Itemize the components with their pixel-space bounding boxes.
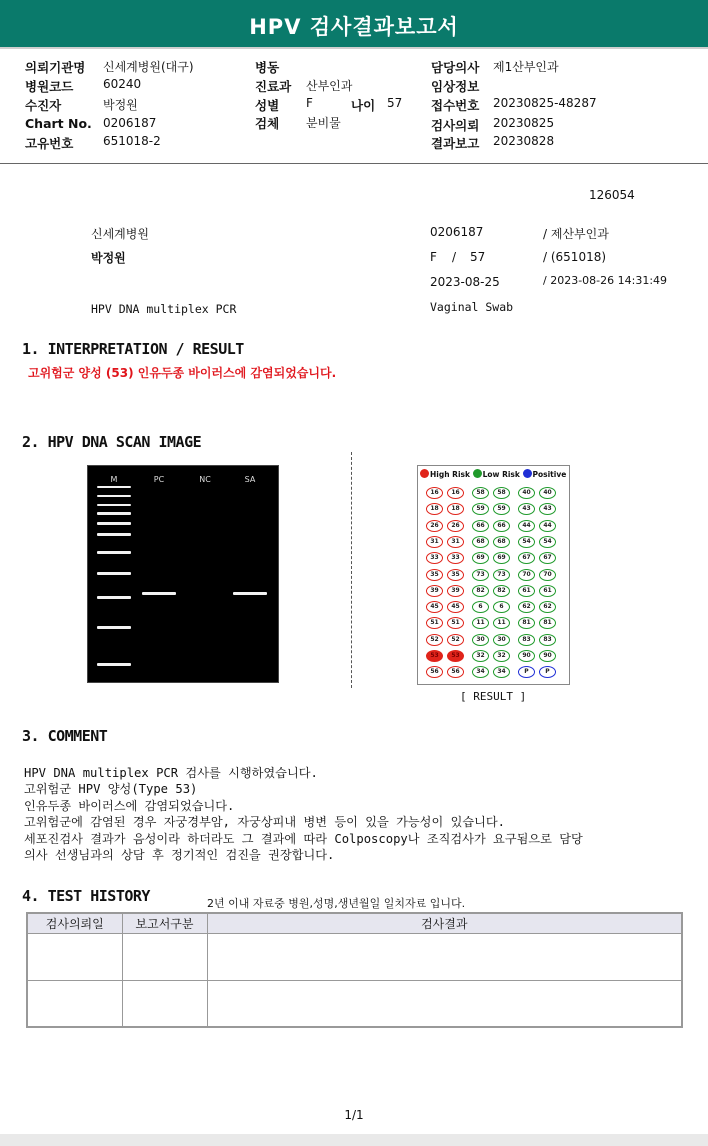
page-number: 1/1: [344, 1108, 364, 1122]
order-hospital-value: 신세계병원(대구): [103, 60, 194, 74]
pc-band: [142, 592, 176, 595]
chip-cell-30: 30: [472, 634, 489, 646]
comment-line: 세포진검사 결과가 음성이라 하더라도 그 결과에 따라 Colposcopy나 조직검사가 요구됨으로 담당: [24, 831, 583, 846]
chip-cell-35: 35: [447, 569, 464, 581]
chip-cell-45: 45: [426, 601, 443, 613]
section-comment-title: 3. COMMENT: [22, 727, 108, 745]
chip-cell-73: 73: [472, 569, 489, 581]
chip-cell-66: 66: [493, 520, 510, 532]
table-cell: [207, 980, 682, 1027]
chip-cell-43: 43: [518, 503, 535, 515]
scan-divider: [351, 452, 352, 688]
chip-cell-81: 81: [539, 617, 556, 629]
chip-legend: [420, 469, 566, 479]
chip-cell-11: 11: [493, 617, 510, 629]
header-request-date: 검사의뢰일: [27, 913, 122, 933]
chip-cell-16: 16: [447, 487, 464, 499]
comment-line: 고위험군에 감염된 경우 자궁경부암, 자궁상피내 병변 등이 있을 가능성이 있습니다.: [24, 815, 505, 830]
chip-cell-90: 90: [539, 650, 556, 662]
ladder-band: [97, 533, 131, 536]
low-risk-dot-icon: [473, 469, 482, 478]
comment-text: [24, 765, 583, 863]
legend-positive: Positive: [532, 470, 567, 479]
interpretation-result: 고위험군 양성 (53) 인유두종 바이러스에 감염되었습니다.: [28, 366, 337, 380]
receipt-value: 20230825-48287: [493, 96, 597, 110]
report-title: HPV 검사결과보고서: [0, 0, 708, 49]
legend-low: Low Risk: [482, 470, 520, 479]
chip-cell-16: 16: [426, 487, 443, 499]
info-collect-date: 2023-08-25: [430, 275, 500, 289]
chip-cell-67: 67: [518, 552, 535, 564]
ladder-band: [97, 626, 131, 629]
chip-cell-40: 40: [539, 487, 556, 499]
history-note: 2년 이내 자료중 병원,성명,생년월일 일치자료 입니다.: [207, 897, 466, 910]
section-scan-image-title: 2. HPV DNA SCAN IMAGE: [22, 433, 202, 451]
request-label: 검사의뢰: [431, 118, 480, 133]
chip-cell-70: 70: [518, 569, 535, 581]
receipt-label: 접수번호: [431, 98, 480, 113]
unique-value: 651018-2: [103, 134, 161, 148]
gel-lane-label: M: [110, 475, 118, 484]
chip-cell-32: 32: [493, 650, 510, 662]
hospital-code-label: 병원코드: [25, 79, 74, 94]
chip-cell-P: P: [539, 666, 556, 678]
chip-cell-18: 18: [426, 503, 443, 515]
comment-line: HPV DNA multiplex PCR 검사를 시행하였습니다.: [24, 766, 318, 780]
gel-electrophoresis-image: [88, 466, 278, 682]
chip-cell-81: 81: [518, 617, 535, 629]
ward-label: 병동: [255, 60, 280, 75]
table-header-row: [27, 913, 682, 933]
sex-label: 성별: [255, 98, 280, 113]
chip-cell-73: 73: [493, 569, 510, 581]
info-specimen: Vaginal Swab: [430, 300, 514, 314]
chip-cell-58: 58: [493, 487, 510, 499]
sa-band: [233, 592, 267, 595]
chip-cell-68: 68: [472, 536, 489, 548]
table-cell: [207, 933, 682, 980]
chip-cell-53: 53: [447, 650, 464, 662]
chip-cell-69: 69: [472, 552, 489, 564]
chart-value: 0206187: [103, 116, 157, 130]
table-cell: [27, 980, 122, 1027]
result-value: 20230828: [493, 134, 555, 148]
positive-dot-icon: [523, 469, 532, 478]
ladder-band: [97, 596, 131, 599]
info-birth: / (651018): [543, 250, 607, 264]
table-row: [27, 980, 682, 1027]
chip-cell-68: 68: [493, 536, 510, 548]
chip-cell-51: 51: [426, 617, 443, 629]
ladder-band: [97, 504, 131, 506]
chip-cell-70: 70: [539, 569, 556, 581]
age-label: 나이: [351, 98, 376, 113]
chip-cell-32: 32: [472, 650, 489, 662]
age-value: 57: [387, 96, 403, 110]
info-report-datetime: / 2023-08-26 14:31:49: [543, 274, 668, 287]
hpv-chip-result-panel: [417, 465, 570, 685]
chip-cell-67: 67: [539, 552, 556, 564]
chip-cell-54: 54: [518, 536, 535, 548]
chip-cell-61: 61: [539, 585, 556, 597]
patient-label: 수진자: [25, 98, 62, 113]
chip-cell-52: 52: [447, 634, 464, 646]
bottom-bar: [0, 1134, 708, 1146]
info-sex: F: [430, 250, 437, 264]
chip-cell-11: 11: [472, 617, 489, 629]
order-hospital-label: 의뢰기관명: [25, 60, 86, 75]
gel-lane-label: NC: [199, 475, 211, 484]
gel-lane-label: PC: [153, 475, 165, 484]
chip-cell-69: 69: [493, 552, 510, 564]
table-cell: [122, 980, 207, 1027]
chip-cell-62: 62: [539, 601, 556, 613]
table-cell: [27, 933, 122, 980]
section-interpretation-title: 1. INTERPRETATION / RESULT: [22, 340, 244, 358]
result-label: 결과보고: [431, 136, 480, 151]
chip-cell-83: 83: [518, 634, 535, 646]
info-sex-sep: /: [452, 250, 457, 264]
chip-cell-44: 44: [518, 520, 535, 532]
sex-value: F: [306, 96, 313, 110]
header-report-type: 보고서구분: [122, 913, 207, 933]
gel-lane-label: SA: [244, 475, 256, 484]
chip-cell-6: 6: [472, 601, 489, 613]
hospital-code-value: 60240: [103, 77, 142, 91]
comment-line: 고위험군 HPV 양성(Type 53): [24, 782, 198, 797]
chip-cell-6: 6: [493, 601, 510, 613]
specimen-value: 분비물: [306, 116, 341, 130]
doctor-label: 담당의사: [431, 60, 480, 75]
info-chart-no: 0206187: [430, 225, 484, 239]
table-row: [27, 933, 682, 980]
section-history-title: 4. TEST HISTORY: [22, 887, 150, 905]
chip-cell-52: 52: [426, 634, 443, 646]
chip-cell-39: 39: [426, 585, 443, 597]
header-test-result: 검사결과: [207, 913, 682, 933]
chip-cell-59: 59: [472, 503, 489, 515]
doctor-value: 제1산부인과: [493, 60, 559, 74]
info-test-name: HPV DNA multiplex PCR: [91, 302, 237, 316]
chip-cell-90: 90: [518, 650, 535, 662]
ladder-band: [97, 495, 131, 497]
info-patient-name: 박정원: [91, 251, 126, 265]
info-dept: / 제산부인과: [543, 227, 609, 241]
chart-label: Chart No.: [25, 116, 92, 131]
clinical-label: 임상정보: [431, 79, 480, 94]
chip-cell-33: 33: [426, 552, 443, 564]
chip-cell-43: 43: [539, 503, 556, 515]
ladder-band: [97, 551, 131, 554]
chip-cell-56: 56: [447, 666, 464, 678]
request-value: 20230825: [493, 116, 555, 130]
chip-cell-P: P: [518, 666, 535, 678]
chip-cell-59: 59: [493, 503, 510, 515]
chip-cell-61: 61: [518, 585, 535, 597]
chip-cell-39: 39: [447, 585, 464, 597]
info-hospital: 신세계병원: [91, 227, 149, 241]
ladder-band: [97, 572, 131, 575]
ladder-band: [97, 663, 131, 666]
dept-label: 진료과: [255, 79, 292, 94]
specimen-label: 검체: [255, 116, 280, 131]
chip-cell-40: 40: [518, 487, 535, 499]
chip-cell-18: 18: [447, 503, 464, 515]
chip-cell-45: 45: [447, 601, 464, 613]
chip-cell-58: 58: [472, 487, 489, 499]
chip-cell-53: 53: [426, 650, 443, 662]
ladder-band: [97, 512, 131, 515]
table-cell: [122, 933, 207, 980]
legend-high: High Risk: [430, 470, 470, 479]
chip-cell-31: 31: [426, 536, 443, 548]
patient-value: 박정원: [103, 98, 138, 112]
chip-cell-56: 56: [426, 666, 443, 678]
id-number: 126054: [589, 188, 635, 202]
chip-cell-30: 30: [493, 634, 510, 646]
chip-cell-66: 66: [472, 520, 489, 532]
ladder-band: [97, 486, 131, 488]
high-risk-dot-icon: [420, 469, 429, 478]
chip-cell-34: 34: [472, 666, 489, 678]
chip-cell-62: 62: [518, 601, 535, 613]
chip-cell-34: 34: [493, 666, 510, 678]
chip-cell-35: 35: [426, 569, 443, 581]
chip-cell-54: 54: [539, 536, 556, 548]
chip-cell-44: 44: [539, 520, 556, 532]
comment-line: 인유두종 바이러스에 감염되었습니다.: [24, 798, 235, 813]
ladder-band: [97, 522, 131, 525]
chip-cell-33: 33: [447, 552, 464, 564]
chip-cell-31: 31: [447, 536, 464, 548]
chip-cell-82: 82: [472, 585, 489, 597]
unique-label: 고유번호: [25, 136, 74, 151]
header-divider: [0, 163, 708, 164]
result-caption: [ RESULT ]: [460, 690, 527, 703]
chip-cell-51: 51: [447, 617, 464, 629]
chip-cell-26: 26: [426, 520, 443, 532]
chip-cell-82: 82: [493, 585, 510, 597]
test-history-table: [26, 912, 683, 1028]
info-age: 57: [470, 250, 486, 264]
comment-line: 의사 선생님과의 상담 후 정기적인 검진을 권장합니다.: [24, 848, 335, 863]
chip-cell-26: 26: [447, 520, 464, 532]
chip-cell-83: 83: [539, 634, 556, 646]
dept-value: 산부인과: [306, 79, 353, 93]
